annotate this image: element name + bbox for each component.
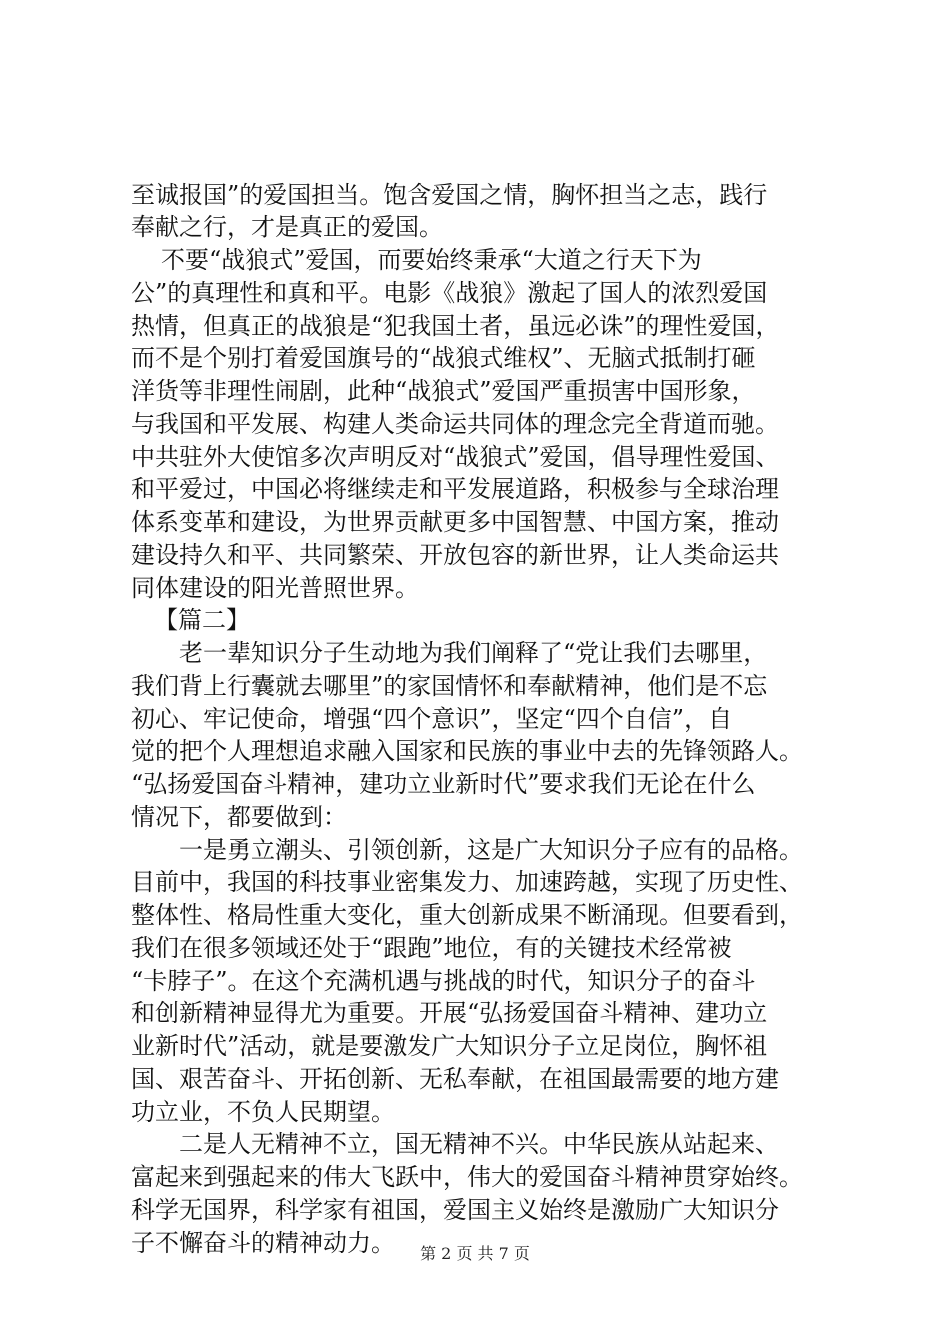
text-line: 和创新精神显得尤为重要。开展“弘扬爱国奋斗精神、建功立 [131,999,768,1027]
text-line: 而不是个别打着爱国旗号的“战狼式维权”、无脑式抵制打砸 [131,344,756,372]
text-line: 目前中，我国的科技事业密集发力、加速跨越，实现了历史性、 [131,868,803,896]
page-footer: 第 2 页 共 7 页 [420,1244,530,1263]
text-line: 与我国和平发展、构建人类命运共同体的理念完全背道而驰。 [131,410,779,438]
paragraph-first-line: 二是人无精神不立，国无精神不兴。中华民族从站起来、 [179,1130,779,1158]
text-line: 公”的真理性和真和平。电影《战狼》激起了国人的浓烈爱国 [131,279,768,307]
text-line: 子不懈奋斗的精神动力。 [131,1229,395,1257]
text-line: 富起来到强起来的伟大飞跃中，伟大的爱国奋斗精神贯穿始终。 [131,1163,803,1191]
paragraph-first-line: 一是勇立潮头、引领创新，这是广大知识分子应有的品格。 [179,836,803,864]
text-line: 国、艰苦奋斗、开拓创新、无私奉献，在祖国最需要的地方建 [131,1065,779,1093]
text-line: 整体性、格局性重大变化，重大创新成果不断涌现。但要看到， [131,901,803,929]
paragraph-first-line: 不要“战狼式”爱国，而要始终秉承“大道之行天下为 [161,246,702,274]
text-line: 功立业，不负人民期望。 [131,1098,395,1126]
text-line: 中共驻外大使馆多次声明反对“战狼式”爱国，倡导理性爱国、 [131,443,780,471]
text-line: “卡脖子”。在这个充满机遇与挑战的时代，知识分子的奋斗 [131,967,756,995]
text-line: 奉献之行，才是真正的爱国。 [131,213,443,241]
text-line: 我们在很多领域还处于“跟跑”地位，有的关键技术经常被 [131,934,732,962]
section-heading: 【篇二】 [154,606,250,634]
text-line: 业新时代”活动，就是要激发广大知识分子立足岗位，胸怀祖 [131,1032,768,1060]
text-line: 至诚报国”的爱国担当。饱含爱国之情，胸怀担当之志，践行 [131,181,768,209]
text-line: 科学无国界，科学家有祖国，爱国主义始终是激励广大知识分 [131,1196,779,1224]
paragraph-first-line: 老一辈知识分子生动地为我们阐释了“党让我们去哪里， [179,639,768,667]
text-line: 同体建设的阳光普照世界。 [131,574,419,602]
text-line: 初心、牢记使命，增强“四个意识”，坚定“四个自信”，自 [131,705,733,733]
text-line: 和平爱过，中国必将继续走和平发展道路，积极参与全球治理 [131,475,779,503]
text-line: 热情，但真正的战狼是“犯我国土者，虽远必诛”的理性爱国， [131,312,780,340]
text-line: 体系变革和建设，为世界贡献更多中国智慧、中国方案，推动 [131,508,779,536]
text-line: 建设持久和平、共同繁荣、开放包容的新世界，让人类命运共 [131,541,779,569]
text-line: 洋货等非理性闹剧，此种“战狼式”爱国严重损害中国形象， [131,377,756,405]
text-line: 情况下，都要做到： [131,803,347,831]
text-line: 我们背上行囊就去哪里”的家国情怀和奉献精神，他们是不忘 [131,672,768,700]
text-line: “弘扬爱国奋斗精神，建功立业新时代”要求我们无论在什么 [131,770,756,798]
text-line: 觉的把个人理想追求融入国家和民族的事业中去的先锋领路人。 [131,737,803,765]
